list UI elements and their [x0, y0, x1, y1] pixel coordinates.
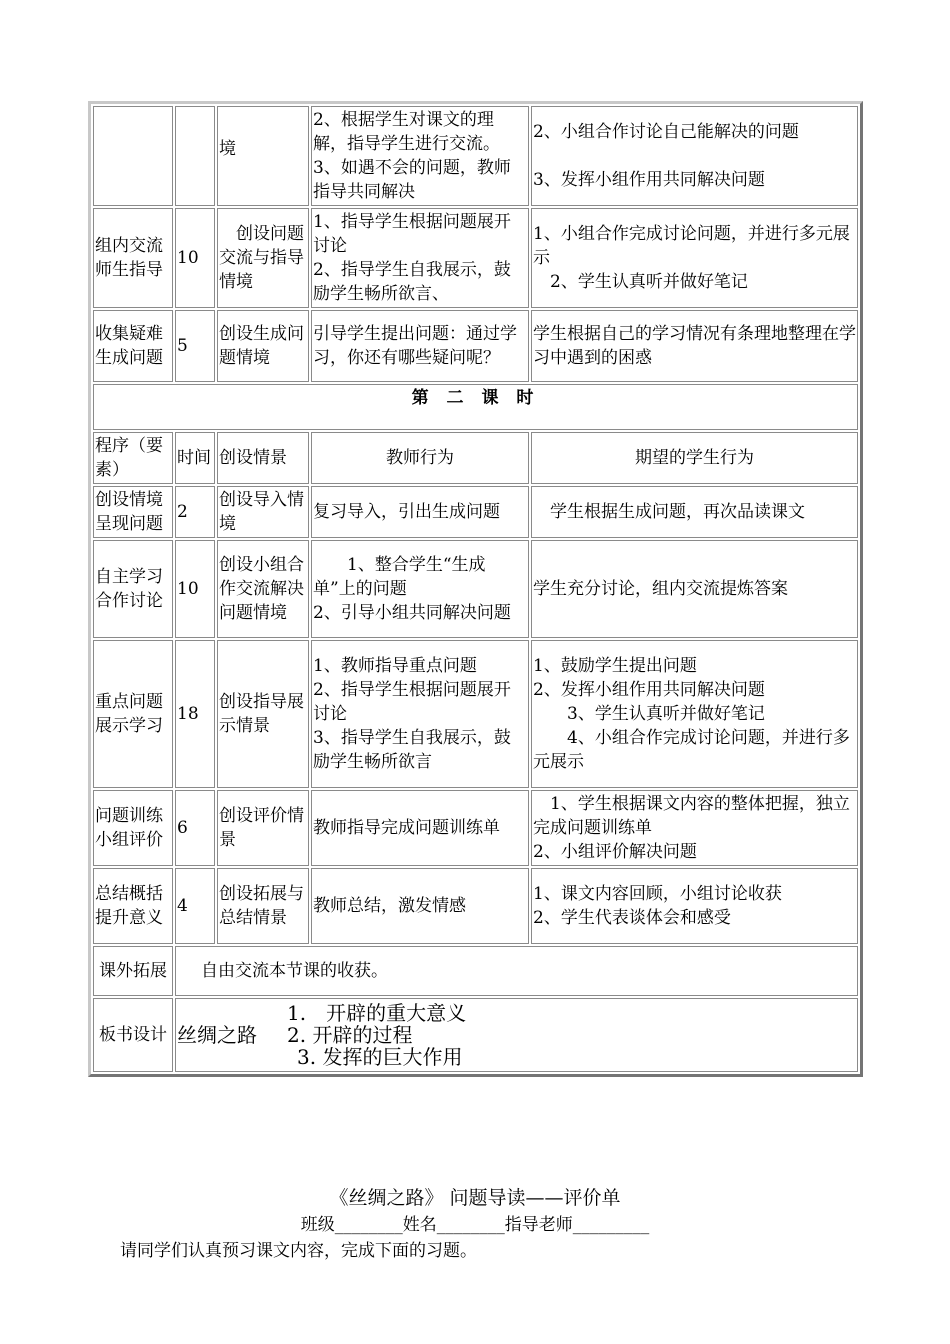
teacher-cell: 1、整合学生“生成单”上的问题 2、引导小组共同解决问题 — [311, 540, 529, 638]
time-cell: 6 — [175, 790, 215, 866]
board-item: 2. 开辟的过程 — [287, 1023, 413, 1047]
board-label: 板书设计 — [93, 998, 173, 1072]
teacher-cell: 1、指导学生根据问题展开讨论 2、指导学生自我展示，鼓励学生畅所欲言、 — [311, 208, 529, 308]
teacher-cell: 教师指导完成问题训练单 — [311, 790, 529, 866]
teacher-cell: 复习导入，引出生成问题 — [311, 486, 529, 538]
table-row — [93, 106, 858, 206]
scene-cell: 创设生成问题情境 — [217, 310, 309, 382]
table-row — [93, 540, 858, 638]
scene-cell: 创设评价情景 — [217, 790, 309, 866]
instruction-text: 请同学们认真预习课文内容，完成下面的习题。 — [120, 1241, 477, 1261]
table-row — [93, 790, 858, 866]
board-item: 1. 开辟的重大意义 — [287, 1001, 467, 1025]
table-row — [93, 384, 858, 430]
time-cell: 5 — [175, 310, 215, 382]
header-student: 期望的学生行为 — [531, 432, 858, 484]
board-title: 丝绸之路 — [177, 1023, 257, 1047]
table-row — [93, 310, 858, 382]
student-cell: 学生根据生成问题，再次品读课文 — [531, 486, 858, 538]
table-row — [93, 486, 858, 538]
scene-cell: 境 — [217, 106, 309, 206]
lesson-plan-table — [91, 104, 860, 1074]
table-row — [93, 946, 858, 996]
board-item: 3. 发挥的巨大作用 — [297, 1045, 463, 1069]
table-row — [93, 998, 858, 1072]
header-scene: 创设情景 — [217, 432, 309, 484]
student-cell: 1、学生根据课文内容的整体把握，独立完成问题训练单 2、小组评价解决问题 — [531, 790, 858, 866]
header-time: 时间 — [175, 432, 215, 484]
program-cell: 自主学习合作讨论 — [93, 540, 173, 638]
program-cell: 组内交流师生指导 — [93, 208, 173, 308]
worksheet-title: 《丝绸之路》 问题导读——评价单 — [329, 1187, 621, 1209]
time-cell — [175, 106, 215, 206]
extension-label: 课外拓展 — [93, 946, 173, 996]
scene-cell: 创设小组合作交流解决问题情境 — [217, 540, 309, 638]
program-cell: 问题训练小组评价 — [93, 790, 173, 866]
program-cell: 重点问题展示学习 — [93, 640, 173, 788]
scene-cell: 创设问题交流与指导情境 — [217, 208, 309, 308]
extension-text: 自由交流本节课的收获。 — [175, 946, 858, 996]
header-teacher: 教师行为 — [311, 432, 529, 484]
table-row — [93, 640, 858, 788]
teacher-cell: 引导学生提出问题：通过学习，你还有哪些疑问呢？ — [311, 310, 529, 382]
lesson-plan-table-frame — [88, 101, 863, 1077]
student-cell: 2、小组合作讨论自己能解决的问题 3、发挥小组作用共同解决问题 — [531, 106, 858, 206]
time-cell: 18 — [175, 640, 215, 788]
header-program: 程序（要素） — [93, 432, 173, 484]
student-cell: 1、小组合作完成讨论问题，并进行多元展示 2、学生认真听并做好笔记 — [531, 208, 858, 308]
student-cell: 学生根据自己的学习情况有条理地整理在学习中遇到的困惑 — [531, 310, 858, 382]
time-cell: 10 — [175, 540, 215, 638]
program-cell: 收集疑难生成问题 — [93, 310, 173, 382]
program-cell — [93, 106, 173, 206]
scene-cell: 创设导入情境 — [217, 486, 309, 538]
program-cell: 总结概括提升意义 — [93, 868, 173, 944]
scene-cell: 创设拓展与总结情景 — [217, 868, 309, 944]
table-row — [93, 208, 858, 308]
student-cell: 1、课文内容回顾，小组讨论收获 2、学生代表谈体会和感受 — [531, 868, 858, 944]
program-cell: 创设情境呈现问题 — [93, 486, 173, 538]
time-cell: 10 — [175, 208, 215, 308]
student-cell: 1、鼓励学生提出问题 2、发挥小组作用共同解决问题 3、学生认真听并做好笔记 4、小组合作完成讨论问题，并进行多元展示 — [531, 640, 858, 788]
student-info-line: 班级________姓名________指导老师_________ — [300, 1215, 650, 1235]
scene-cell: 创设指导展示情景 — [217, 640, 309, 788]
second-lesson-banner: 第 二 课 时 — [93, 384, 858, 430]
board-design — [177, 1001, 856, 1069]
time-cell: 4 — [175, 868, 215, 944]
table-row — [93, 868, 858, 944]
teacher-cell: 1、教师指导重点问题 2、指导学生根据问题展开讨论 3、指导学生自我展示，鼓励学生畅所欲言 — [311, 640, 529, 788]
student-cell: 学生充分讨论，组内交流提炼答案 — [531, 540, 858, 638]
board-design-cell — [175, 998, 858, 1072]
time-cell: 2 — [175, 486, 215, 538]
teacher-cell: 教师总结，激发情感 — [311, 868, 529, 944]
teacher-cell: 2、根据学生对课文的理解，指导学生进行交流。 3、如遇不会的问题，教师指导共同解决 — [311, 106, 529, 206]
table-header-row — [93, 432, 858, 484]
